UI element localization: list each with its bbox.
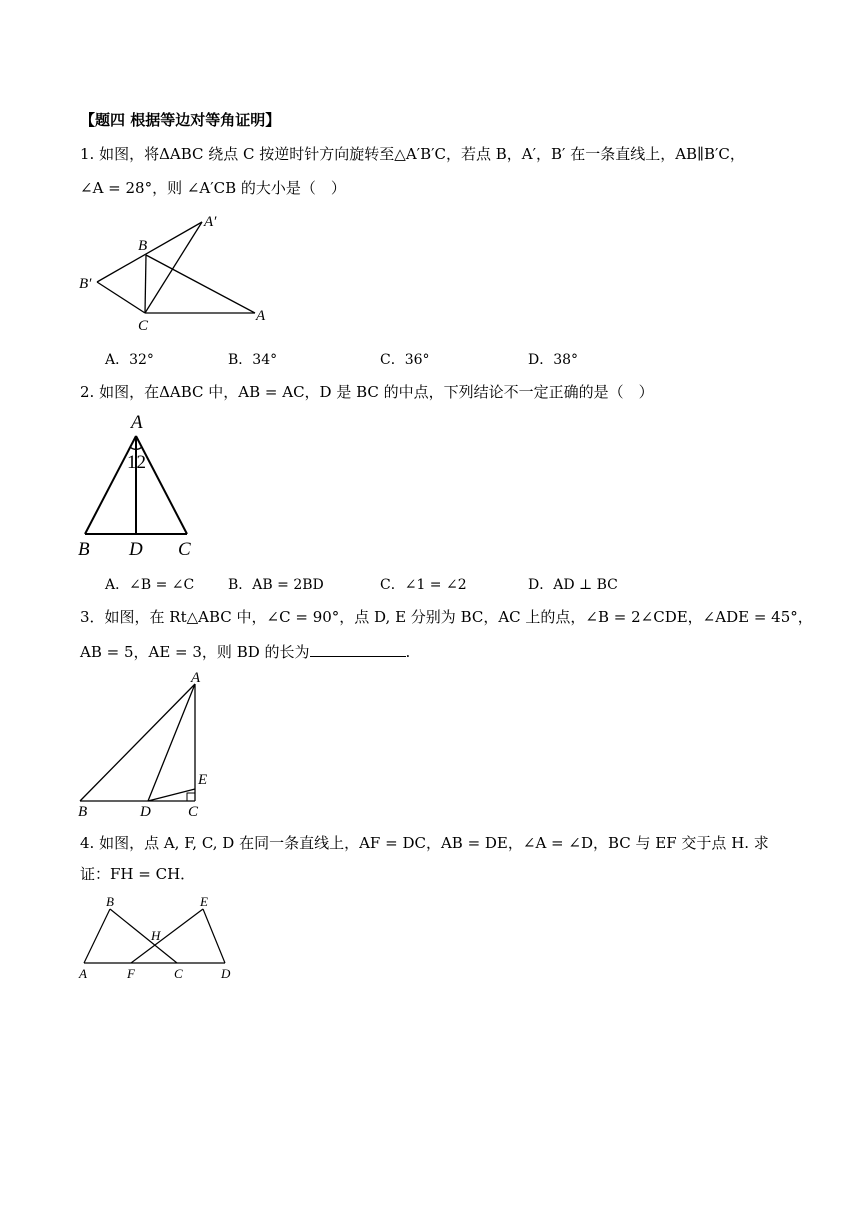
- q3-label-c: C: [188, 804, 199, 820]
- q2-label-angles: 12: [127, 452, 146, 473]
- q4-label-d: D: [221, 966, 231, 981]
- q1-text-line2: ∠A = 28°，则 ∠A′CB 的大小是（ ）: [80, 179, 346, 197]
- q4-text-line2: 证：FH = CH．: [80, 865, 196, 883]
- q2-option-a[interactable]: A．∠B = ∠C: [105, 577, 195, 593]
- q2-label-c: C: [178, 539, 191, 560]
- q2-figure: [70, 410, 200, 560]
- q1-line-bprime-c: [97, 282, 145, 313]
- q2-side-ac: [136, 436, 187, 534]
- q3-figure: [70, 668, 220, 820]
- q3-text-line1: 3．如图，在 Rt△ABC 中，∠C = 90°，点 D, E 分别为 BC，AC 上的点，∠B = 2∠CDE，∠ADE = 45°，: [80, 608, 813, 626]
- q3-label-e: E: [198, 772, 208, 788]
- q1-option-a[interactable]: A．32°: [105, 352, 154, 368]
- q2-option-b[interactable]: B．AB = 2BD: [228, 577, 324, 593]
- q1-line-b-c: [145, 255, 146, 313]
- q3-segment-ad: [148, 684, 195, 801]
- q3-label-b: B: [78, 804, 88, 820]
- q2-label-a: A: [131, 412, 143, 433]
- q1-figure: [70, 210, 280, 335]
- q1-line-c-aprime: [145, 222, 202, 313]
- q3-answer-blank[interactable]: [310, 642, 406, 657]
- q1-label-bprime: B′: [79, 276, 92, 292]
- q1-text-line1: 1. 如图，将ΔABC 绕点 C 按逆时针方向旋转至△A′B′C，若点 B，A′，B′ 在一条直线上，AB∥B′C，: [80, 145, 745, 163]
- q3-right-angle-mark: [187, 793, 195, 801]
- q4-text-line1: 4. 如图，点 A, F, C, D 在同一条直线上，AF = DC，AB = DE，∠A = ∠D，BC 与 EF 交于点 H. 求: [80, 834, 769, 852]
- q2-option-d[interactable]: D．AD ⊥ BC: [528, 577, 618, 593]
- q1-line-b-a: [146, 255, 255, 313]
- q2-side-ab: [85, 436, 136, 534]
- q3-label-d: D: [140, 804, 151, 820]
- q1-option-b[interactable]: B．34°: [228, 352, 278, 368]
- q2-option-c[interactable]: C．∠1 = ∠2: [380, 577, 467, 593]
- q4-label-h: H: [151, 928, 161, 943]
- q2-label-d: D: [129, 539, 143, 560]
- q4-label-f: F: [127, 966, 135, 981]
- q1-label-c: C: [138, 318, 149, 334]
- q3-text-line2: [80, 642, 410, 662]
- q3-side-ab: [80, 684, 195, 801]
- section-title: 【题四 根据等边对等角证明】: [80, 111, 281, 129]
- q1-option-c[interactable]: C．36°: [380, 352, 430, 368]
- q4-label-c: C: [174, 966, 183, 981]
- q1-option-d[interactable]: D．38°: [528, 352, 579, 368]
- q4-segment-ab: [84, 909, 110, 963]
- q2-text-line1: 2. 如图，在ΔABC 中，AB = AC，D 是 BC 的中点，下列结论不一定正确的是（ ）: [80, 383, 654, 401]
- q4-segment-de: [203, 909, 225, 963]
- q4-label-a: A: [79, 966, 87, 981]
- q4-figure: [70, 892, 240, 984]
- q3-line2-prefix: AB = 5，AE = 3，则 BD 的长为: [80, 643, 310, 661]
- q2-label-b: B: [78, 539, 90, 560]
- q1-label-b: B: [138, 238, 148, 254]
- q3-segment-de: [148, 789, 195, 801]
- q1-label-aprime: A′: [204, 214, 217, 230]
- q4-label-b: B: [106, 894, 114, 909]
- q4-label-e: E: [200, 894, 208, 909]
- q1-line-bprime-aprime: [97, 222, 202, 282]
- q3-line2-suffix: .: [405, 643, 411, 661]
- q1-label-a: A: [256, 308, 266, 324]
- q3-label-a: A: [191, 670, 201, 686]
